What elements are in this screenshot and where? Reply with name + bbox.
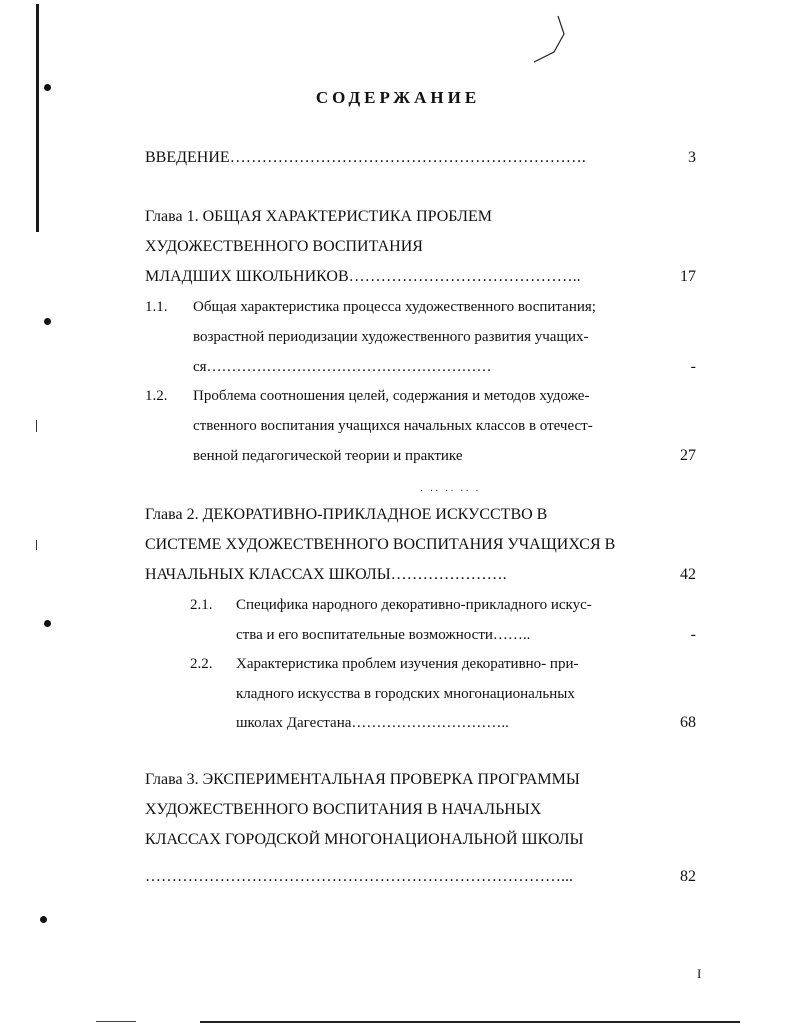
section-1-2-line1: Проблема соотношения целей, содержания и методов художе- xyxy=(193,388,590,404)
section-1-1-page: - xyxy=(690,358,696,375)
section-2-2-line1: Характеристика проблем изучения декоративно- при- xyxy=(236,656,579,672)
section-2-1-line2: ства и его воспитательные возможности…….. xyxy=(236,627,531,643)
chapter2-title-line1: Глава 2. ДЕКОРАТИВНО-ПРИКЛАДНОЕ ИСКУССТВО В xyxy=(145,506,548,523)
section-1-1-number: 1.1. xyxy=(145,299,168,315)
toc-entry-intro: ВВЕДЕНИЕ…………………………………………………………. xyxy=(145,149,586,166)
binder-hole-dot xyxy=(40,916,47,923)
chapter1-title-line1: Глава 1. ОБЩАЯ ХАРАКТЕРИСТИКА ПРОБЛЕМ xyxy=(145,208,492,225)
chapter1-title-line2: ХУДОЖЕСТВЕННОГО ВОСПИТАНИЯ xyxy=(145,238,423,255)
section-2-2-number: 2.2. xyxy=(190,656,213,672)
section-1-2-line2: ственного воспитания учащихся начальных классов в отечест- xyxy=(193,418,593,434)
binder-hole-dot xyxy=(44,620,51,627)
section-1-1-line1: Общая характеристика процесса художественного воспитания; xyxy=(193,299,596,315)
chapter3-page: 82 xyxy=(680,868,696,885)
section-2-2-line3: школах Дагестана………………………….. xyxy=(236,715,509,731)
section-2-1-number: 2.1. xyxy=(190,597,213,613)
chapter2-title-line3: НАЧАЛЬНЫХ КЛАССАХ ШКОЛЫ…………………. xyxy=(145,566,507,583)
chapter3-title-line2: ХУДОЖЕСТВЕННОГО ВОСПИТАНИЯ В НАЧАЛЬНЫХ xyxy=(145,801,542,818)
section-2-2-page: 68 xyxy=(680,714,696,731)
page-number: I xyxy=(697,966,702,981)
section-2-1-line1: Специфика народного декоративно-прикладного искус- xyxy=(236,597,592,613)
toc-page-intro: 3 xyxy=(688,149,696,166)
section-1-1-line2: возрастной периодизации художественного развития учащих- xyxy=(193,329,589,345)
section-1-2-number: 1.2. xyxy=(145,388,168,404)
binder-hole-dot xyxy=(44,318,51,325)
scan-noise: · ·· ·· ·· · xyxy=(420,486,481,497)
section-2-2-line2: кладного искусства в городских многонациональных xyxy=(236,686,575,702)
section-1-2-line3: венной педагогической теории и практике xyxy=(193,448,463,464)
scan-speck xyxy=(36,420,37,432)
chapter1-title-line3: МЛАДШИХ ШКОЛЬНИКОВ…………………………………….. xyxy=(145,268,581,285)
pen-stroke-mark xyxy=(530,12,590,72)
scan-bottom-edge xyxy=(96,1021,136,1022)
chapter1-page: 17 xyxy=(680,268,696,285)
section-1-2-page: 27 xyxy=(680,447,696,464)
section-2-1-page: - xyxy=(690,626,696,643)
page-title: СОДЕРЖАНИЕ xyxy=(315,88,481,107)
chapter3-title-line1: Глава 3. ЭКСПЕРИМЕНТАЛЬНАЯ ПРОВЕРКА ПРОГРАММЫ xyxy=(145,771,580,788)
chapter2-title-line2: СИСТЕМЕ ХУДОЖЕСТВЕННОГО ВОСПИТАНИЯ УЧАЩИХСЯ В xyxy=(145,536,616,553)
chapter3-title-line3: КЛАССАХ ГОРОДСКОЙ МНОГОНАЦИОНАЛЬНОЙ ШКОЛЫ xyxy=(145,831,584,848)
chapter2-page: 42 xyxy=(680,566,696,583)
scan-bottom-edge xyxy=(200,1021,740,1023)
chapter3-leader-dots: ……………………………………………………………………... xyxy=(145,868,573,885)
scan-border-line xyxy=(36,4,39,232)
section-1-1-line3: ся………………………………………………… xyxy=(193,359,492,375)
scan-speck xyxy=(36,540,37,550)
